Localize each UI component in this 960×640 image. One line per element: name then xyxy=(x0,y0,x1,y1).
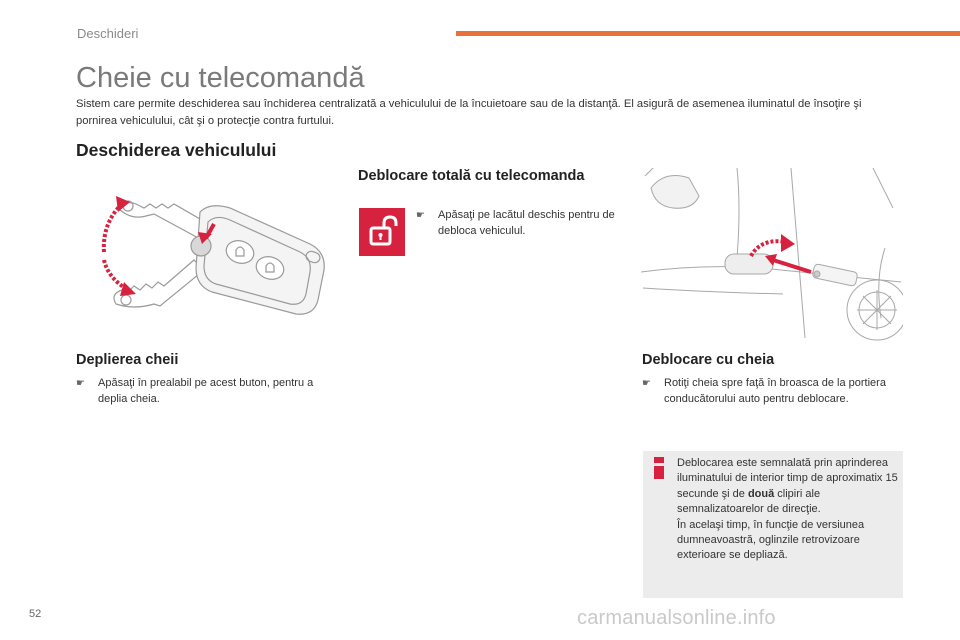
pointer-arrow-icon: ☛ xyxy=(642,378,651,389)
page-title: Cheie cu telecomandă xyxy=(76,62,365,94)
main-heading: Deschiderea vehiculului xyxy=(76,140,277,160)
remote-unlock-instruction-text: Apăsaţi pe lacătul deschis pentru de debloca vehiculul. xyxy=(438,209,615,237)
section-label: Deschideri xyxy=(77,26,139,41)
info-note xyxy=(643,451,903,598)
pointer-arrow-icon: ☛ xyxy=(416,210,425,221)
intro-paragraph: Sistem care permite deschiderea sau închiderea centralizată a vehiculului de la încuietoare sau de la distanţă. El asigură de asemenea iluminatul de însoţire şi pornirea vehiculului, cât şi o protecţie contra furtului. xyxy=(76,98,862,127)
info-note-line-1: Deblocarea este semnalată prin aprinderea iluminatului de interior timp de aproximatix 15 secunde şi de xyxy=(677,457,898,500)
key-fold-instruction xyxy=(76,376,338,407)
key-fold-instruction-text: Apăsaţi în prealabil pe acest buton, pentru a deplia cheia. xyxy=(98,377,314,405)
car-door-key-illustration xyxy=(641,168,903,344)
key-unlock-heading: Deblocare cu cheia xyxy=(642,352,775,368)
pointer-arrow-icon: ☛ xyxy=(76,378,85,389)
info-note-text xyxy=(677,456,899,564)
info-note-paragraph-2: În acelaşi timp, în funcţie de versiunea dumneavoastră, oglinzile retrovizoare exterioare se depliază. xyxy=(677,518,865,562)
key-unlock-instruction-text: Rotiţi cheia spre faţă în broasca de la portiera conducătorului auto pentru deblocare. xyxy=(664,377,886,405)
info-note-line-2: clipiri ale semnalizatoarelor de direcţie. xyxy=(677,487,821,516)
header-accent-bar xyxy=(456,31,960,36)
remote-unlock-instruction xyxy=(416,208,626,239)
remote-unlock-heading: Deblocare totală cu telecomanda xyxy=(358,168,585,184)
info-icon xyxy=(654,457,664,479)
unlock-padlock-icon xyxy=(359,208,405,256)
info-note-bold: două xyxy=(747,487,775,500)
page-number: 52 xyxy=(29,608,42,620)
key-fold-heading: Deplierea cheii xyxy=(76,352,179,368)
remote-key-unfold-illustration xyxy=(90,182,330,332)
watermark: carmanualsonline.info xyxy=(577,607,776,629)
key-unlock-instruction xyxy=(642,376,904,407)
unlock-tile xyxy=(359,208,405,256)
